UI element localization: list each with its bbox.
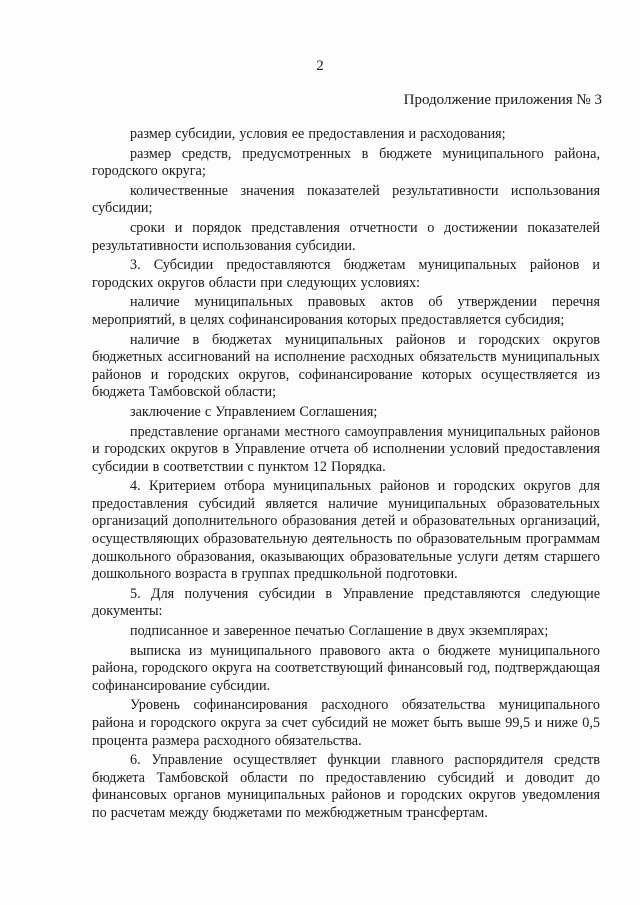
paragraph-cofinancing-level: Уровень софинансирования расходного обязательства муниципального района и городского округа за счет субсидий не может быть выше 99,5 и ниже 0,5 процента размера расходного обязательства. <box>92 697 600 749</box>
paragraph-report-submission: представление органами местного самоуправления муниципальных районов и городских округов в Управление отчета об исполнении условий предоставления субсидии в соответствии с пунктом 12 Порядка. <box>92 423 600 475</box>
paragraph-reporting-terms: сроки и порядок представления отчетности о достижении показателей результативности использования субсидии. <box>92 219 600 254</box>
paragraph-budget-allocations: наличие в бюджетах муниципальных районов и городских округов бюджетных ассигнований на исполнение расходных обязательств муниципальных районов и городских округов, софинансирование которых осуществляется из бюджета Тамбовской области; <box>92 331 600 401</box>
paragraph-section-6: 6. Управление осуществляет функции главного распорядителя средств бюджета Тамбовской области по предоставлению субсидий и доводит до финансовых органов муниципальных районов и городских округов уведомления по расчетам между бюджетами по межбюджетным трансфертам. <box>92 752 600 821</box>
paragraph-budget-funds: размер средств, предусмотренных в бюджете муниципального района, городского округа; <box>92 145 600 180</box>
appendix-continuation-heading: Продолжение приложения № 3 <box>403 92 602 108</box>
paragraph-performance-indicators: количественные значения показателей результативности использования субсидии; <box>92 182 600 217</box>
paragraph-section-4: 4. Критерием отбора муниципальных районов и городских округов для предоставления субсидий является наличие муниципальных образовательных организаций дополнительного образования детей и образовательных организаций, осуществляющих образовательную деятельность по образовательным программам дошкольного образования, оказывающих образовательные услуги детям старшего дошкольного возраста в группах предшкольной подготовки. <box>92 478 600 583</box>
paragraph-budget-extract: выписка из муниципального правового акта о бюджете муниципального района, городского округа на соответствующий финансовый год, подтверждающая софинансирование субсидии. <box>92 642 600 694</box>
paragraph-municipal-acts: наличие муниципальных правовых актов об утверждении перечня мероприятий, в целях софинансирования которых предоставляется субсидия; <box>92 294 600 328</box>
paragraph-agreement: заключение с Управлением Соглашения; <box>130 403 378 420</box>
page-number: 2 <box>316 58 324 74</box>
paragraph-section-3: 3. Субсидии предоставляются бюджетам муниципальных районов и городских округов области при следующих условиях: <box>92 257 600 291</box>
document-body <box>92 126 600 825</box>
paragraph-signed-agreement: подписанное и заверенное печатью Соглашение в двух экземплярах; <box>130 623 549 640</box>
paragraph-subsidy-size: размер субсидии, условия ее предоставления и расходования; <box>130 126 506 142</box>
paragraph-section-5: 5. Для получения субсидии в Управление представляются следующие документы: <box>92 585 600 620</box>
